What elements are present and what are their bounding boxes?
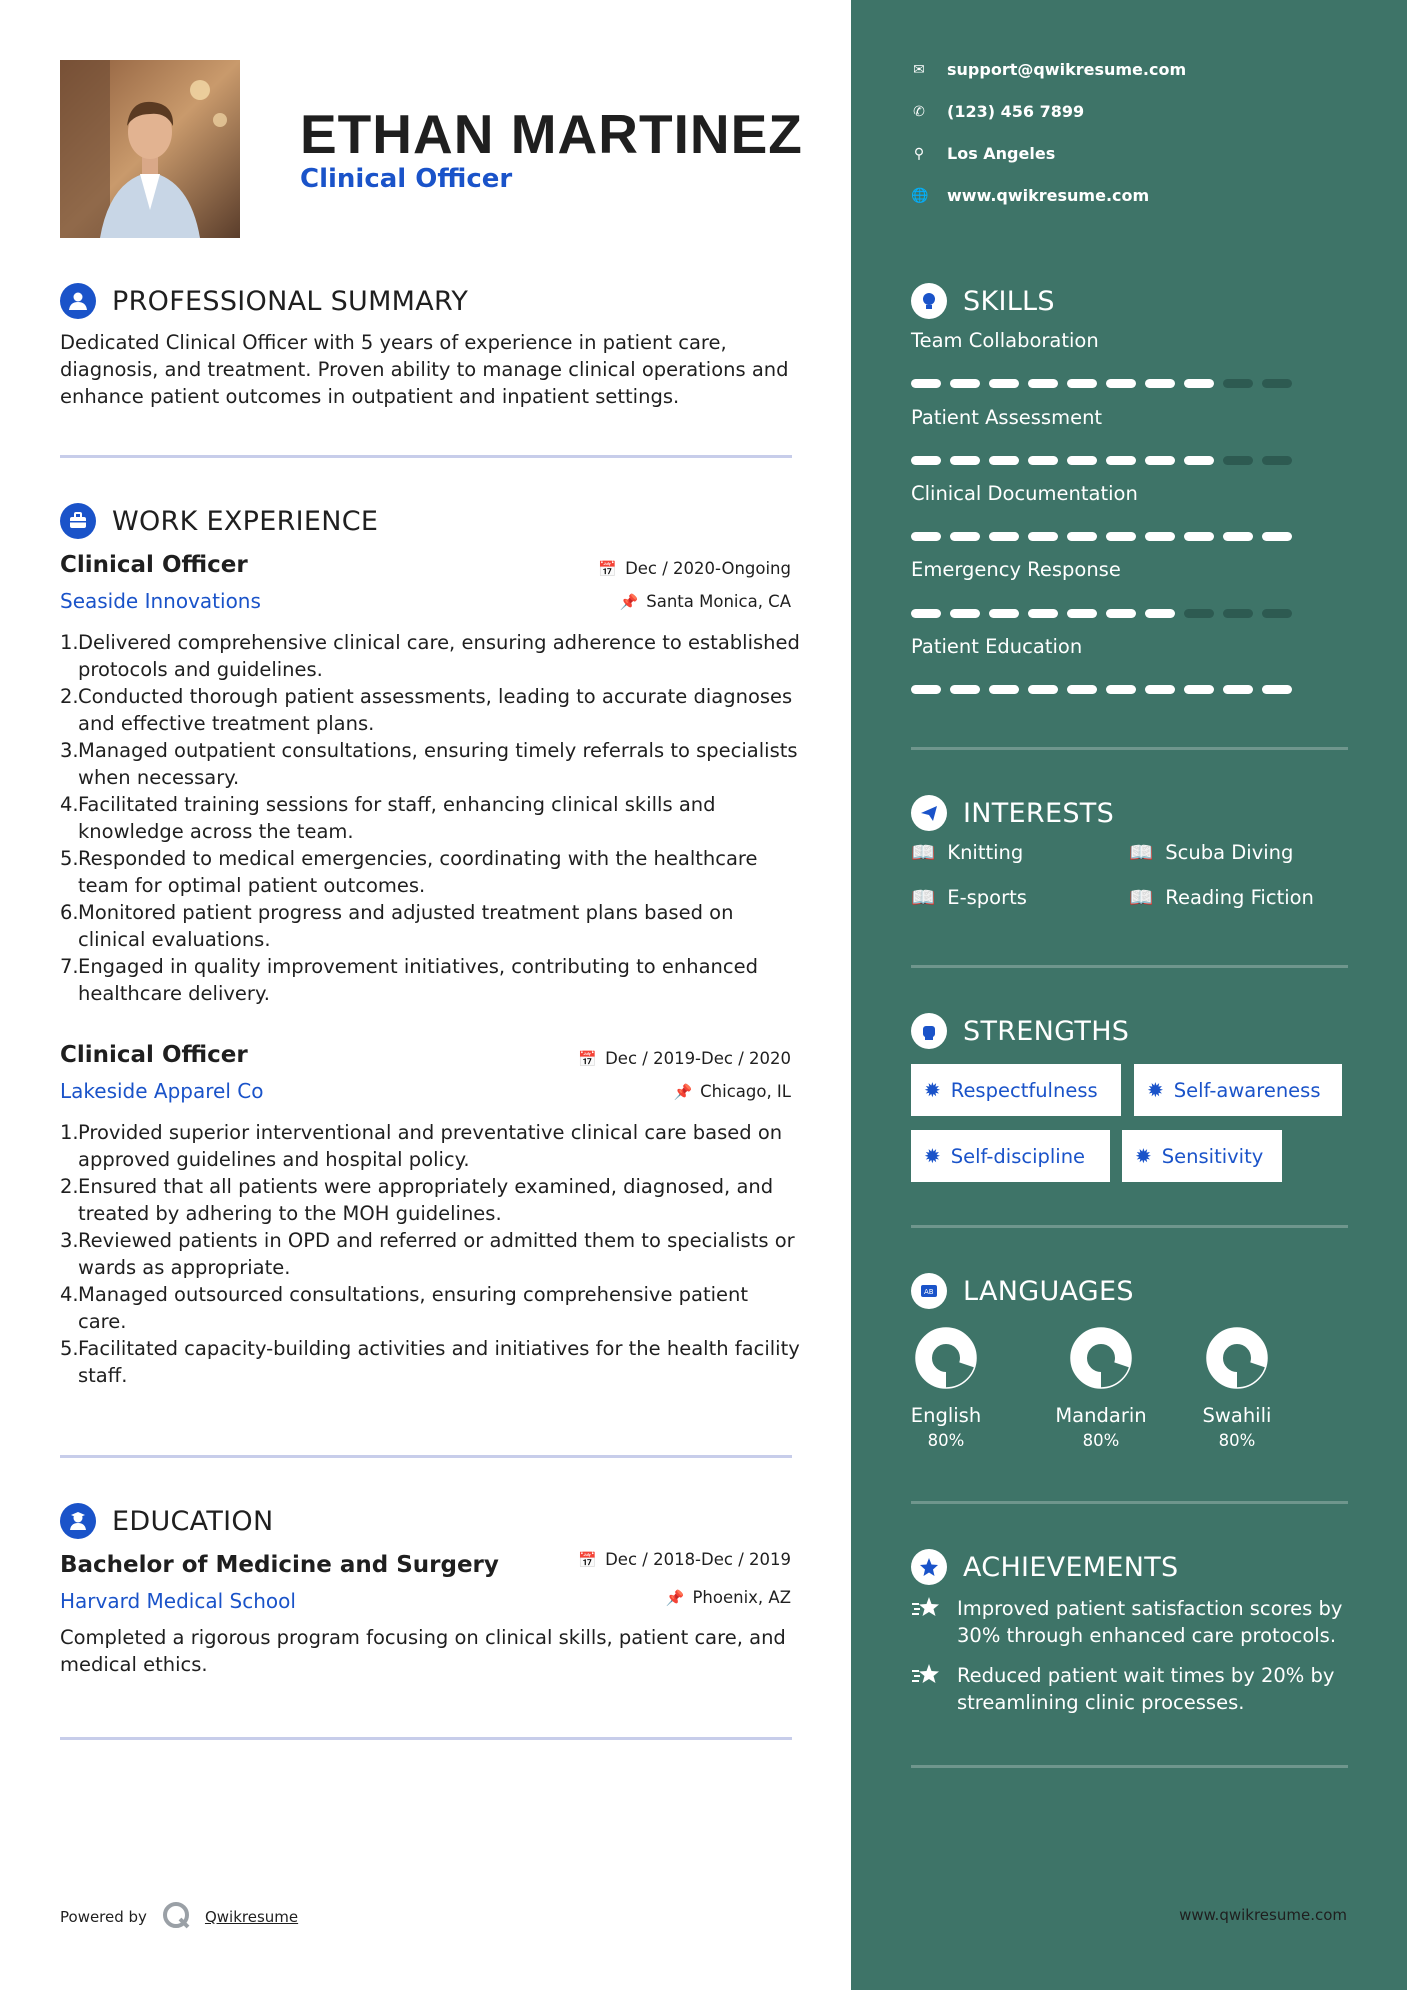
footer-site[interactable]: www.qwikresume.com [1179, 1906, 1347, 1924]
phone-text: (123) 456 7899 [947, 102, 1085, 121]
summary-text: Dedicated Clinical Officer with 5 years of experience in patient care, diagnosis, and treatment. Proven ability to manage clinical operations and enhance patient outcomes in outpatient and inpatient settings. [60, 331, 789, 408]
brand-link[interactable]: Qwikresume [204, 1908, 299, 1926]
language-donut [1205, 1326, 1269, 1390]
degree-title: Bachelor of Medicine and Surgery [60, 1552, 499, 1578]
badge-icon: ✹ [1135, 1144, 1152, 1168]
star-badge-icon [911, 1662, 943, 1716]
contact-phone[interactable] [911, 102, 1084, 121]
strengths-heading [911, 1013, 1129, 1049]
language-item [886, 1326, 1006, 1450]
website-text: www.qwikresume.com [947, 186, 1150, 205]
skill-dot [950, 685, 980, 694]
divider [911, 965, 1348, 968]
qwikresume-logo-icon [161, 1900, 191, 1934]
job-date-text: Dec / 2019-Dec / 2020 [605, 1049, 791, 1068]
skill-dot [1184, 609, 1214, 618]
interests-heading [911, 795, 1114, 831]
powered-by-label: Powered by [60, 1908, 147, 1926]
education-text: Completed a rigorous program focusing on clinical skills, patient care, and medical ethics. [60, 1626, 786, 1676]
user-icon [60, 283, 96, 319]
divider [911, 747, 1348, 750]
skill-dot [1223, 609, 1253, 618]
skill-dot [1145, 685, 1175, 694]
skill-rating [911, 379, 1292, 388]
language-name: English [910, 1404, 982, 1427]
job-company: Lakeside Apparel Co [60, 1079, 264, 1103]
skill-dot [1262, 685, 1292, 694]
list-item: 3. Managed outpatient consultations, ensuring timely referrals to specialists when necessary. [60, 739, 798, 789]
skill-dot [1028, 609, 1058, 618]
skill-name: Team Collaboration [911, 329, 1099, 352]
footer-powered-by [60, 1900, 298, 1934]
calendar-icon: 📅 [578, 1049, 598, 1068]
language-name: Swahili [1202, 1404, 1272, 1427]
skill-dot [1067, 532, 1097, 541]
skill-dot [911, 685, 941, 694]
divider [911, 1765, 1348, 1768]
skill-dot [950, 379, 980, 388]
skill-dot [950, 532, 980, 541]
skill-dot [1067, 609, 1097, 618]
language-percent: 80% [927, 1431, 965, 1450]
skill-dot [1106, 532, 1136, 541]
list-item: 4. Facilitated training sessions for staff, enhancing clinical skills and knowledge across the team. [60, 793, 716, 843]
experience-title: WORK EXPERIENCE [112, 505, 379, 537]
language-donut [1069, 1326, 1133, 1390]
school-name: Harvard Medical School [60, 1589, 296, 1613]
graduate-icon [60, 1503, 96, 1539]
education-location [666, 1588, 791, 1607]
skill-dot [1184, 685, 1214, 694]
divider [60, 1737, 792, 1740]
skill-dot [911, 532, 941, 541]
star-icon [911, 1549, 947, 1585]
divider [60, 455, 792, 458]
job-date [578, 1049, 791, 1068]
briefcase-icon [60, 503, 96, 539]
list-item: 2. Ensured that all patients were appropriately examined, diagnosed, and treated by adhering to the MOH guidelines. [60, 1175, 774, 1225]
profile-photo [60, 60, 240, 238]
skill-name: Patient Assessment [911, 406, 1103, 429]
skill-dot [1184, 379, 1214, 388]
list-item: 2. Conducted thorough patient assessments, leading to accurate diagnoses and effective treatment plans. [60, 685, 793, 735]
skills-title: SKILLS [963, 285, 1055, 317]
skill-dot [1145, 609, 1175, 618]
job-location-text: Chicago, IL [700, 1082, 791, 1101]
skill-dot [1145, 456, 1175, 465]
skill-dot [1145, 532, 1175, 541]
fist-icon [911, 1013, 947, 1049]
skill-dot [1067, 685, 1097, 694]
sidebar [851, 0, 1407, 1990]
education-date [578, 1550, 791, 1569]
skill-dot [1262, 456, 1292, 465]
skill-dot [1184, 532, 1214, 541]
strength-chip: ✹ Sensitivity [1122, 1130, 1282, 1182]
education-date-text: Dec / 2018-Dec / 2019 [605, 1550, 791, 1569]
badge-icon: ✹ [924, 1144, 941, 1168]
job-date-text: Dec / 2020-Ongoing [625, 559, 791, 578]
skill-dot [1028, 379, 1058, 388]
skill-dot [1223, 379, 1253, 388]
skill-dot [989, 379, 1019, 388]
paper-plane-icon [911, 795, 947, 831]
skill-dot [1223, 456, 1253, 465]
book-icon: 📖 [911, 886, 936, 909]
envelope-icon: ✉ [913, 61, 925, 78]
divider [911, 1225, 1348, 1228]
summary-heading [60, 283, 468, 319]
skill-dot [1106, 456, 1136, 465]
job-location-text: Santa Monica, CA [646, 592, 791, 611]
pin-icon: 📌 [673, 1082, 693, 1101]
skill-rating [911, 685, 1292, 694]
email-text: support@qwikresume.com [947, 60, 1187, 79]
skill-dot [1067, 379, 1097, 388]
interest-item: 📖 Scuba Diving [1129, 841, 1294, 864]
map-pin-icon: ⚲ [913, 145, 925, 162]
skill-dot [989, 532, 1019, 541]
skill-dot [1262, 609, 1292, 618]
globe-icon: 🌐 [911, 187, 929, 204]
job-company: Seaside Innovations [60, 589, 261, 613]
skill-dot [1028, 456, 1058, 465]
experience-heading [60, 503, 378, 539]
interest-item: 📖 Reading Fiction [1129, 886, 1314, 909]
skill-dot [950, 609, 980, 618]
job-bullets [60, 629, 800, 1007]
book-icon: 📖 [1129, 886, 1154, 909]
skill-dot [911, 379, 941, 388]
skill-dot [989, 456, 1019, 465]
skill-dot [1067, 456, 1097, 465]
list-item: 3. Reviewed patients in OPD and referred or admitted them to specialists or wards as appropriate. [60, 1229, 795, 1279]
languages-title: LANGUAGES [963, 1275, 1134, 1307]
list-item: 4. Managed outsourced consultations, ensuring comprehensive patient care. [60, 1283, 749, 1333]
list-item: 1. Delivered comprehensive clinical care, ensuring adherence to established protocols and guidelines. [60, 631, 800, 681]
job-title: Clinical Officer [60, 1042, 248, 1068]
language-item [1041, 1326, 1161, 1450]
lightbulb-icon [911, 283, 947, 319]
skill-dot [1223, 685, 1253, 694]
skill-name: Patient Education [911, 635, 1083, 658]
calendar-icon: 📅 [598, 559, 618, 578]
contact-email[interactable] [911, 60, 1186, 79]
language-percent: 80% [1082, 1431, 1120, 1450]
job-title: Clinical Officer [60, 552, 248, 578]
summary-title: PROFESSIONAL SUMMARY [112, 285, 469, 317]
language-item [1177, 1326, 1297, 1450]
divider [911, 1501, 1348, 1504]
skill-rating [911, 609, 1292, 618]
strength-chip: ✹ Self-discipline [911, 1130, 1110, 1182]
skill-rating [911, 532, 1292, 541]
list-item: 5. Facilitated capacity-building activities and initiatives for the health facility staff. [60, 1337, 800, 1387]
candidate-role: Clinical Officer [300, 164, 513, 194]
phone-icon: ✆ [913, 103, 925, 120]
languages-heading [911, 1273, 1134, 1309]
badge-icon: ✹ [1147, 1078, 1164, 1102]
divider [60, 1455, 792, 1458]
skill-dot [1028, 685, 1058, 694]
job-location [620, 592, 791, 611]
interests-title: INTERESTS [963, 797, 1115, 829]
skill-dot [1262, 532, 1292, 541]
achievements-title: ACHIEVEMENTS [963, 1551, 1179, 1583]
list-item: 6. Monitored patient progress and adjusted treatment plans based on clinical evaluations. [60, 901, 734, 951]
candidate-name: ETHAN MARTINEZ [300, 103, 803, 165]
badge-icon: ✹ [924, 1078, 941, 1102]
job-date [598, 559, 791, 578]
education-heading [60, 1503, 273, 1539]
skill-dot [1262, 379, 1292, 388]
location-text: Los Angeles [947, 144, 1056, 163]
contact-location [911, 144, 1055, 163]
achievements-heading [911, 1549, 1179, 1585]
skill-dot [989, 609, 1019, 618]
skill-dot [950, 456, 980, 465]
calendar-icon: 📅 [578, 1550, 598, 1569]
language-percent: 80% [1218, 1431, 1256, 1450]
star-badge-icon [911, 1595, 943, 1649]
skill-dot [911, 456, 941, 465]
skill-dot [1106, 685, 1136, 694]
skill-dot [1184, 456, 1214, 465]
skill-dot [1106, 379, 1136, 388]
list-item: 7. Engaged in quality improvement initiatives, contributing to enhanced healthcare delivery. [60, 955, 758, 1005]
interest-item: 📖 E-sports [911, 886, 1027, 909]
skill-dot [1028, 532, 1058, 541]
strengths-title: STRENGTHS [963, 1015, 1130, 1047]
svg-text:AB: AB [924, 1288, 934, 1296]
skill-rating [911, 456, 1292, 465]
job-bullets [60, 1119, 800, 1389]
achievement-item: Improved patient satisfaction scores by 30% through enhanced care protocols. [911, 1595, 1351, 1649]
language-name: Mandarin [1055, 1404, 1147, 1427]
job-location [673, 1082, 791, 1101]
interest-item: 📖 Knitting [911, 841, 1024, 864]
education-location-text: Phoenix, AZ [692, 1588, 791, 1607]
education-title: EDUCATION [112, 1505, 274, 1537]
skills-heading [911, 283, 1055, 319]
contact-website[interactable] [911, 186, 1149, 205]
book-icon: 📖 [911, 841, 936, 864]
skill-dot [989, 685, 1019, 694]
skill-dot [911, 609, 941, 618]
language-icon [911, 1273, 947, 1309]
skill-name: Clinical Documentation [911, 482, 1138, 505]
book-icon: 📖 [1129, 841, 1154, 864]
skill-name: Emergency Response [911, 558, 1121, 581]
list-item: 1. Provided superior interventional and preventative clinical care based on approved guidelines and hospital policy. [60, 1121, 783, 1171]
strength-chip: ✹ Respectfulness [911, 1064, 1121, 1116]
skill-dot [1223, 532, 1253, 541]
language-donut [914, 1326, 978, 1390]
pin-icon: 📌 [619, 592, 639, 611]
pin-icon: 📌 [665, 1588, 685, 1607]
strength-chip: ✹ Self-awareness [1134, 1064, 1342, 1116]
skill-dot [1106, 609, 1136, 618]
list-item: 5. Responded to medical emergencies, coordinating with the healthcare team for optimal patient outcomes. [60, 847, 758, 897]
achievement-item: Reduced patient wait times by 20% by streamlining clinic processes. [911, 1662, 1351, 1716]
skill-dot [1145, 379, 1175, 388]
